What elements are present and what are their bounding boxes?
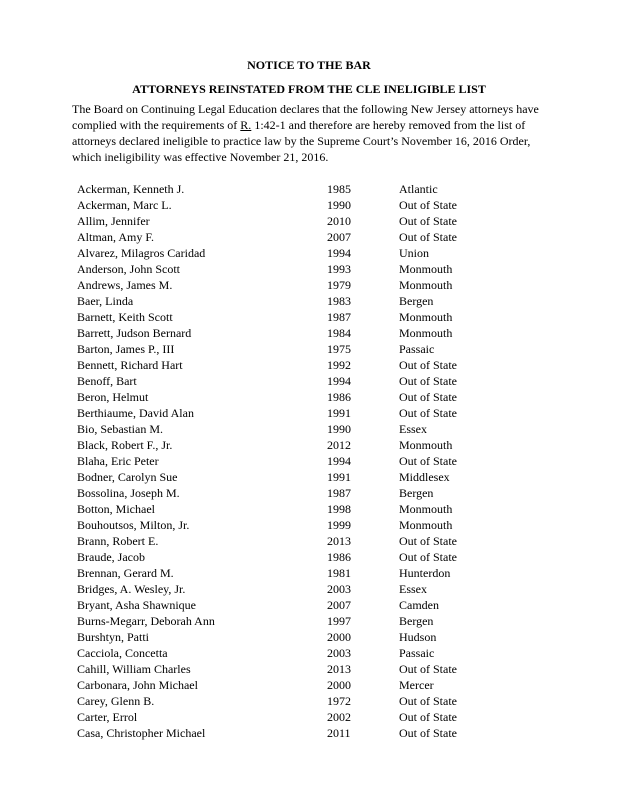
admission-year: 2003 (327, 646, 351, 660)
attorney-name: Carey, Glenn B. (77, 694, 155, 708)
list-item (0, 549, 618, 565)
admission-year: 1997 (327, 614, 351, 628)
attorney-county: Union (399, 246, 429, 260)
list-item (0, 325, 618, 341)
list-item (0, 597, 618, 613)
attorney-name: Casa, Christopher Michael (77, 726, 206, 740)
list-item (0, 469, 618, 485)
attorney-name: Black, Robert F., Jr. (77, 438, 173, 452)
attorney-county: Out of State (399, 374, 457, 388)
attorney-county: Passaic (399, 646, 435, 660)
list-item (0, 693, 618, 709)
attorney-name: Altman, Amy F. (77, 230, 155, 244)
list-item (0, 725, 618, 741)
attorney-name: Ackerman, Kenneth J. (77, 182, 185, 196)
list-item (0, 645, 618, 661)
attorney-county: Monmouth (399, 518, 453, 532)
intro-paragraph (72, 101, 552, 165)
admission-year: 1991 (327, 406, 351, 420)
notice-subtitle: ATTORNEYS REINSTATED FROM THE CLE INELIGIBLE LIST (132, 82, 486, 96)
attorney-county: Essex (399, 422, 427, 436)
attorney-county: Out of State (399, 550, 457, 564)
attorney-name: Bennett, Richard Hart (77, 358, 183, 372)
admission-year: 1987 (327, 486, 351, 500)
admission-year: 1981 (327, 566, 351, 580)
admission-year: 1992 (327, 358, 351, 372)
list-item (0, 277, 618, 293)
intro-text-end: 1:42-1 and therefore are hereby removed from the list of attorneys declared ineligible to practice law by the Supreme Court’s November 16, 2016 Order, which ineligibility was effective November 21, 2016. (72, 118, 531, 164)
list-item (0, 485, 618, 501)
admission-year: 1985 (327, 182, 351, 196)
attorney-county: Bergen (399, 614, 434, 628)
attorney-county: Monmouth (399, 278, 453, 292)
admission-year: 2003 (327, 582, 351, 596)
attorney-county: Monmouth (399, 326, 453, 340)
attorney-name: Berthiaume, David Alan (77, 406, 194, 420)
list-item (0, 181, 618, 197)
attorney-name: Andrews, James M. (77, 278, 173, 292)
attorney-name: Bodner, Carolyn Sue (77, 470, 178, 484)
attorney-county: Hunterdon (399, 566, 451, 580)
admission-year: 2002 (327, 710, 351, 724)
list-item (0, 661, 618, 677)
attorney-county: Out of State (399, 358, 457, 372)
attorney-county: Bergen (399, 486, 434, 500)
list-item (0, 197, 618, 213)
admission-year: 2013 (327, 662, 351, 676)
list-item (0, 309, 618, 325)
list-item (0, 709, 618, 725)
attorney-name: Brann, Robert E. (77, 534, 159, 548)
admission-year: 2012 (327, 438, 351, 452)
list-item (0, 533, 618, 549)
list-item (0, 501, 618, 517)
admission-year: 1979 (327, 278, 351, 292)
attorney-county: Monmouth (399, 438, 453, 452)
admission-year: 1994 (327, 454, 351, 468)
attorney-name: Anderson, John Scott (77, 262, 180, 276)
attorney-county: Monmouth (399, 262, 453, 276)
list-item (0, 565, 618, 581)
attorney-name: Burns-Megarr, Deborah Ann (77, 614, 215, 628)
attorney-county: Hudson (399, 630, 437, 644)
admission-year: 1993 (327, 262, 351, 276)
list-item (0, 373, 618, 389)
attorney-list (0, 181, 618, 741)
attorney-name: Allim, Jennifer (77, 214, 150, 228)
intro-text-start: The Board on Continuing Legal Education declares that the following New Jersey attorneys have complied with the requirements of (72, 102, 539, 132)
admission-year: 2007 (327, 598, 351, 612)
list-item (0, 261, 618, 277)
attorney-county: Middlesex (399, 470, 450, 484)
admission-year: 1987 (327, 310, 351, 324)
attorney-name: Brennan, Gerard M. (77, 566, 174, 580)
attorney-name: Beron, Helmut (77, 390, 149, 404)
list-item (0, 421, 618, 437)
attorney-county: Out of State (399, 454, 457, 468)
attorney-county: Out of State (399, 214, 457, 228)
attorney-name: Braude, Jacob (77, 550, 145, 564)
list-item (0, 213, 618, 229)
admission-year: 1999 (327, 518, 351, 532)
attorney-name: Cacciola, Concetta (77, 646, 168, 660)
admission-year: 2013 (327, 534, 351, 548)
attorney-county: Atlantic (399, 182, 438, 196)
attorney-county: Out of State (399, 198, 457, 212)
admission-year: 1994 (327, 374, 351, 388)
list-item (0, 229, 618, 245)
attorney-county: Out of State (399, 406, 457, 420)
attorney-county: Out of State (399, 726, 457, 740)
attorney-name: Blaha, Eric Peter (77, 454, 159, 468)
admission-year: 2007 (327, 230, 351, 244)
list-item (0, 357, 618, 373)
admission-year: 2010 (327, 214, 351, 228)
list-item (0, 389, 618, 405)
admission-year: 1972 (327, 694, 351, 708)
admission-year: 1991 (327, 470, 351, 484)
admission-year: 1986 (327, 390, 351, 404)
attorney-name: Barton, James P., III (77, 342, 175, 356)
list-item (0, 341, 618, 357)
attorney-name: Carbonara, John Michael (77, 678, 198, 692)
attorney-county: Monmouth (399, 502, 453, 516)
list-item (0, 677, 618, 693)
list-item (0, 437, 618, 453)
list-item (0, 405, 618, 421)
attorney-county: Out of State (399, 390, 457, 404)
attorney-name: Burshtyn, Patti (77, 630, 150, 644)
admission-year: 2011 (327, 726, 351, 740)
admission-year: 1990 (327, 422, 351, 436)
admission-year: 1984 (327, 326, 351, 340)
attorney-name: Alvarez, Milagros Caridad (77, 246, 206, 260)
attorney-county: Out of State (399, 710, 457, 724)
attorney-name: Bossolina, Joseph M. (77, 486, 180, 500)
attorney-name: Carter, Errol (77, 710, 138, 724)
attorney-name: Benoff, Bart (77, 374, 137, 388)
list-item (0, 629, 618, 645)
list-item (0, 293, 618, 309)
attorney-county: Bergen (399, 294, 434, 308)
attorney-name: Barnett, Keith Scott (77, 310, 173, 324)
attorney-name: Bio, Sebastian M. (77, 422, 163, 436)
attorney-county: Monmouth (399, 310, 453, 324)
attorney-county: Camden (399, 598, 439, 612)
attorney-name: Bridges, A. Wesley, Jr. (77, 582, 186, 596)
attorney-county: Out of State (399, 694, 457, 708)
attorney-name: Bryant, Asha Shawnique (77, 598, 196, 612)
admission-year: 2000 (327, 678, 351, 692)
attorney-county: Mercer (399, 678, 434, 692)
admission-year: 2000 (327, 630, 351, 644)
attorney-county: Essex (399, 582, 427, 596)
attorney-name: Ackerman, Marc L. (77, 198, 172, 212)
attorney-county: Out of State (399, 534, 457, 548)
notice-title: NOTICE TO THE BAR (247, 58, 371, 72)
attorney-county: Passaic (399, 342, 435, 356)
rule-reference: R. (240, 118, 252, 132)
attorney-name: Barrett, Judson Bernard (77, 326, 192, 340)
list-item (0, 453, 618, 469)
list-item (0, 581, 618, 597)
attorney-name: Cahill, William Charles (77, 662, 191, 676)
attorney-name: Bouhoutsos, Milton, Jr. (77, 518, 190, 532)
admission-year: 1990 (327, 198, 351, 212)
admission-year: 1986 (327, 550, 351, 564)
attorney-name: Baer, Linda (77, 294, 134, 308)
admission-year: 1998 (327, 502, 351, 516)
attorney-name: Botton, Michael (77, 502, 155, 516)
attorney-county: Out of State (399, 662, 457, 676)
list-item (0, 245, 618, 261)
list-item (0, 613, 618, 629)
admission-year: 1994 (327, 246, 351, 260)
attorney-county: Out of State (399, 230, 457, 244)
admission-year: 1983 (327, 294, 351, 308)
list-item (0, 517, 618, 533)
admission-year: 1975 (327, 342, 351, 356)
